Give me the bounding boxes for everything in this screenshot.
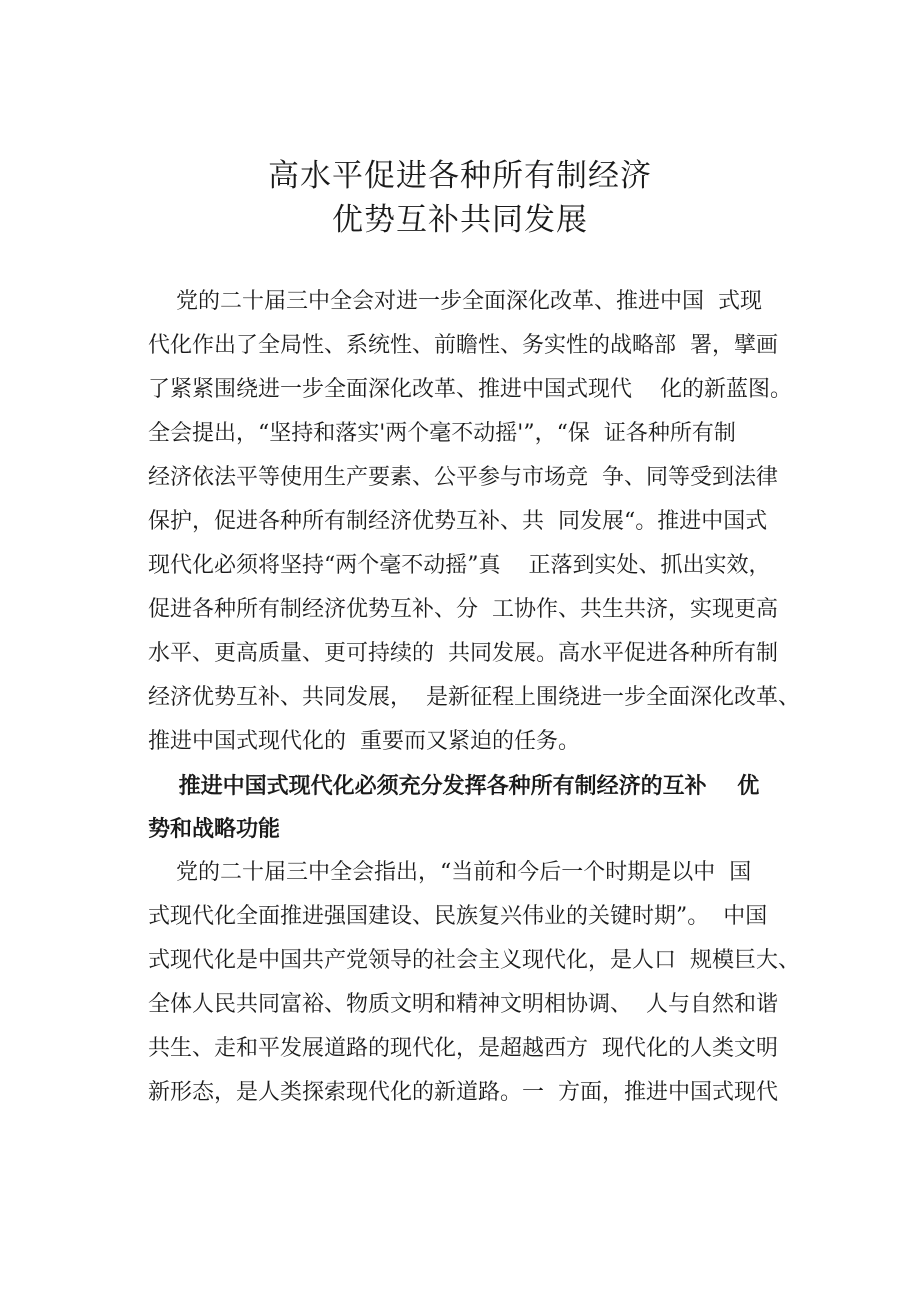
paragraph-line: 了紧紧围绕进一步全面深化改革、推进中国式现代 化的新蓝图。 xyxy=(148,377,792,402)
paragraph-line: 水平、更高质量、更可持续的 共同发展。高水平促进各种所有制 xyxy=(148,641,778,666)
paragraph-line: 促进各种所有制经济优势互补、分 工协作、共生共济，实现更高 xyxy=(148,597,778,622)
paragraph-line: 共生、走和平发展道路的现代化，是超越西方 现代化的人类文明 xyxy=(148,1036,778,1061)
paragraph-line: 代化作出了全局性、系统性、前瞻性、务实性的战略部 署，擘画 xyxy=(148,333,778,358)
document-title-line-1: 高水平促进各种所有制经济 xyxy=(268,158,652,194)
document-title-line-2: 优势互补共同发展 xyxy=(332,202,588,238)
paragraph-line: 经济优势互补、共同发展， 是新征程上围绕进一步全面深化改革、 xyxy=(148,685,800,710)
paragraph-line: 经济依法平等使用生产要素、公平参与市场竞 争、同等受到法律 xyxy=(148,465,778,490)
paragraph-line: 现代化必须将坚持“两个毫不动摇”真 正落到实处、抓出实效， xyxy=(148,553,771,578)
paragraph-line: 全体人民共同富裕、物质文明和精神文明相协调、 人与自然和谐 xyxy=(148,992,778,1017)
paragraph-line: 全会提出，“坚持和落实'两个毫不动摇'”，“保 证各种所有制 xyxy=(148,421,736,446)
section-heading-line: 推进中国式现代化必须充分发挥各种所有制经济的互补 优 xyxy=(148,774,760,799)
paragraph-line: 新形态，是人类探索现代化的新道路。一 方面，推进中国式现代 xyxy=(148,1080,778,1105)
paragraph-line: 保护，促进各种所有制经济优势互补、共 同发展“。推进中国式 xyxy=(148,509,768,534)
paragraph-line: 式现代化是中国共产党领导的社会主义现代化，是人口 规模巨大、 xyxy=(148,948,800,973)
section-heading-line: 势和战略功能 xyxy=(148,817,281,842)
paragraph-line: 式现代化全面推进强国建设、民族复兴伟业的关键时期”。 中国 xyxy=(148,904,768,929)
paragraph-line: 党的二十届三中全会对进一步全面深化改革、推进中国 式现 xyxy=(148,289,762,314)
paragraph-line: 党的二十届三中全会指出，“当前和今后一个时期是以中 国 xyxy=(148,860,752,885)
paragraph-line: 推进中国式现代化的 重要而又紧迫的任务。 xyxy=(148,729,580,754)
